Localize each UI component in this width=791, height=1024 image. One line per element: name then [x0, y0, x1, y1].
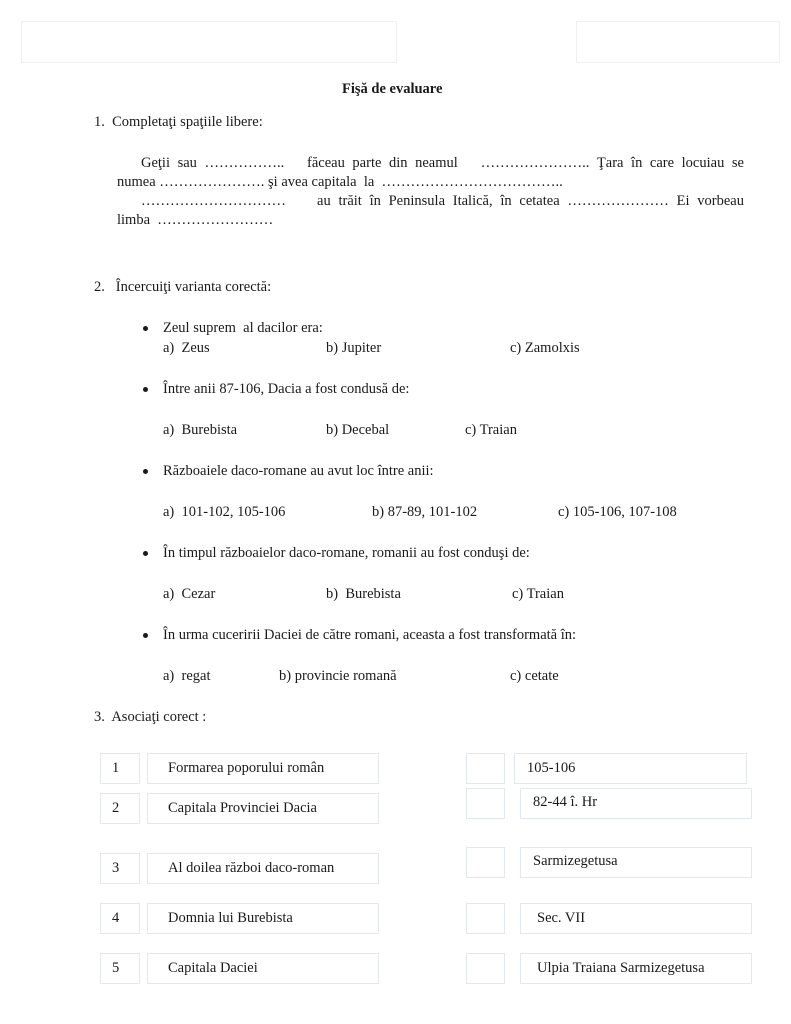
option-c[interactable]: c) 105-106, 107-108	[558, 504, 677, 520]
right-item-box: Sec. VII	[520, 903, 752, 934]
bullet-icon	[143, 326, 148, 331]
right-item-box: Sarmizegetusa	[520, 847, 752, 878]
left-item-box: Domnia lui Burebista	[147, 903, 379, 934]
option-c[interactable]: c) Traian	[465, 422, 517, 438]
answer-box[interactable]	[466, 753, 505, 784]
option-b[interactable]: b) Decebal	[326, 422, 390, 438]
option-a[interactable]: a) Burebista	[163, 422, 238, 438]
right-item-box: 105-106	[514, 753, 747, 784]
page-title: Fişă de evaluare	[342, 81, 443, 97]
answer-box[interactable]	[466, 903, 505, 934]
option-c[interactable]: c) Traian	[512, 586, 564, 602]
header-box-left	[21, 21, 397, 63]
question-text: În urma cuceririi Daciei de către romani, aceasta a fost transformată în:	[163, 627, 577, 643]
section1-line: ………………………… au trăit în Peninsula Italică, în cetatea ………………… Ei vorbeau	[141, 193, 744, 209]
left-number-box: 5	[100, 953, 140, 984]
option-b[interactable]: b) provincie romană	[279, 668, 397, 684]
bullet-icon	[143, 551, 148, 556]
option-a[interactable]: a) 101-102, 105-106	[163, 504, 286, 520]
left-item-box: Al doilea război daco-roman	[147, 853, 379, 884]
left-number-box: 1	[100, 753, 140, 784]
question-text: Zeul suprem al dacilor era:	[163, 320, 323, 336]
answer-box[interactable]	[466, 847, 505, 878]
right-item-box: Ulpia Traiana Sarmizegetusa	[520, 953, 752, 984]
question-text: Între anii 87-106, Dacia a fost condusă de:	[163, 381, 410, 397]
answer-box[interactable]	[466, 788, 505, 819]
left-item-box: Capitala Daciei	[147, 953, 379, 984]
option-b[interactable]: b) Burebista	[326, 586, 401, 602]
left-number-box: 3	[100, 853, 140, 884]
option-a[interactable]: a) Zeus	[163, 340, 210, 356]
bullet-icon	[143, 387, 148, 392]
bullet-icon	[143, 633, 148, 638]
answer-box[interactable]	[466, 953, 505, 984]
left-number-box: 4	[100, 903, 140, 934]
question-text: Războaiele daco-romane au avut loc între anii:	[163, 463, 434, 479]
question-text: În timpul războaielor daco-romane, romanii au fost conduşi de:	[163, 545, 530, 561]
section1-paragraph	[117, 154, 744, 230]
section1-line: limba ……………………	[117, 212, 274, 228]
right-item-box: 82-44 î. Hr	[520, 788, 752, 819]
bullet-icon	[143, 469, 148, 474]
left-item-box: Formarea poporului român	[147, 753, 379, 784]
section1-heading: 1. Completaţi spaţiile libere:	[94, 114, 263, 130]
option-a[interactable]: a) Cezar	[163, 586, 216, 602]
option-b[interactable]: b) 87-89, 101-102	[372, 504, 478, 520]
option-a[interactable]: a) regat	[163, 668, 211, 684]
option-c[interactable]: c) Zamolxis	[510, 340, 580, 356]
section1-line: Geţii sau …………….. făceau parte din neamul ………………….. Ţara în care locuiau se	[141, 155, 744, 171]
header-box-right	[576, 21, 780, 63]
left-number-box: 2	[100, 793, 140, 824]
option-b[interactable]: b) Jupiter	[326, 340, 382, 356]
left-item-box: Capitala Provinciei Dacia	[147, 793, 379, 824]
section2-heading: 2. Încercuiţi varianta corectă:	[94, 279, 272, 295]
section1-line: numea …………………. şi avea capitala la ………………………………..	[117, 174, 563, 190]
option-c[interactable]: c) cetate	[510, 668, 559, 684]
section3-heading: 3. Asociaţi corect :	[94, 709, 207, 725]
